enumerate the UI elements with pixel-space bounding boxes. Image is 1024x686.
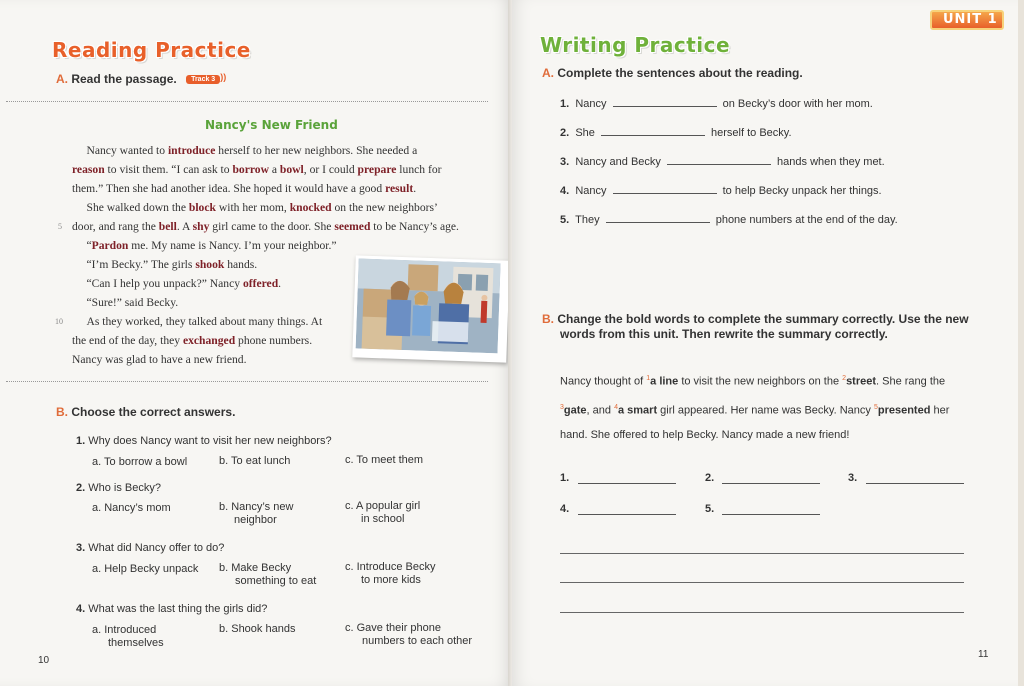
section-letter: B. — [56, 405, 68, 419]
passage-photo — [352, 255, 509, 362]
vocab-word: result — [385, 182, 414, 195]
answer-blank[interactable] — [601, 125, 705, 136]
section-a-heading — [56, 72, 226, 86]
passage-line: the end of the day, they exchanged phone numbers. — [72, 334, 313, 347]
vocab-word: knocked — [289, 201, 332, 214]
blank-number: 2 — [842, 375, 847, 382]
vocab-word: reason — [72, 163, 105, 176]
section-instruction: Choose the correct answers. — [71, 405, 236, 419]
section-instruction: Read the passage. — [71, 72, 177, 86]
page-number: 11 — [978, 649, 989, 660]
answer-line[interactable] — [722, 513, 820, 515]
vocab-word: offered — [242, 277, 279, 290]
audio-icon: )) — [220, 72, 227, 82]
summary-paragraph — [560, 366, 980, 448]
bold-word: street — [846, 375, 877, 388]
passage-line: She walked down the block with her mom, knocked on the new neighbors’ — [72, 201, 438, 214]
answer-label: 5. — [705, 503, 715, 515]
sentence-row: 1. Nancy on Becky’s door with her mom. — [560, 98, 873, 110]
answer-label: 4. — [560, 503, 570, 515]
bold-word: presented — [877, 404, 931, 417]
reading-practice-title: Reading Practice — [52, 38, 251, 62]
rewrite-line[interactable] — [560, 582, 964, 583]
answer-option[interactable]: c. Introduce Becky to more kids — [345, 561, 436, 586]
bold-word: a smart — [617, 404, 658, 417]
passage-line: “Pardon me. My name is Nancy. I’m your neighbor.” — [72, 239, 337, 252]
bold-word: a line — [650, 375, 679, 388]
passage-line: Nancy wanted to introduce herself to her new neighbors. She needed a — [72, 144, 418, 157]
answer-option[interactable]: a. Help Becky unpack — [92, 563, 199, 575]
answer-label: 1. — [560, 472, 570, 484]
rewrite-line[interactable] — [560, 612, 964, 613]
section-a-heading — [542, 66, 803, 80]
summary-line: hand. She offered to help Becky. Nancy made a new friend! — [560, 429, 850, 442]
answer-option[interactable]: a. To borrow a bowl — [92, 456, 188, 468]
bold-word: gate — [563, 404, 587, 417]
question-2: 2. Who is Becky? — [76, 482, 161, 494]
passage-line: them.” Then she had another idea. She hoped it would have a good result. — [72, 182, 417, 195]
answer-option[interactable]: a. Nancy’s mom — [92, 502, 171, 514]
blank-number: 4 — [614, 403, 618, 411]
section-letter: A. — [542, 66, 554, 80]
page-number: 10 — [38, 655, 50, 666]
question-1: 1. Why does Nancy want to visit her new neighbors? — [76, 435, 332, 447]
passage-line: “I’m Becky.” The girls shook hands. — [72, 258, 258, 271]
line-number: 5 — [58, 222, 62, 231]
question-4: 4. What was the last thing the girls did? — [76, 603, 268, 615]
unit-label: UNIT 1 — [943, 12, 998, 27]
passage-line: “Can I help you unpack?” Nancy offered. — [72, 277, 282, 290]
section-letter: A. — [56, 72, 68, 86]
summary-line: $^3$gate, and $^4$a smart girl appeared. Her name was Becky. Nancy $^5$presented her — [560, 403, 950, 417]
answer-option[interactable]: c. Gave their phone numbers to each other — [345, 622, 473, 647]
answer-option[interactable]: c. To meet them — [345, 454, 424, 466]
section-b-heading: B. Change the bold words to complete the summary correctly. Use the new words from this unit. Then rewrite the summary correctly. — [542, 312, 969, 341]
answer-blank[interactable] — [613, 183, 717, 194]
answer-option[interactable]: c. A popular girl in school — [345, 500, 421, 525]
passage-line: reason to visit them. “I can ask to borrow a bowl, or I could prepare lunch for — [72, 163, 442, 176]
answer-line[interactable] — [578, 513, 676, 515]
answer-option[interactable]: b. Nancy’s new neighbor — [219, 501, 294, 526]
vocab-word: bowl — [279, 163, 304, 176]
answer-blank[interactable] — [606, 212, 710, 223]
vocab-word: Pardon — [91, 239, 129, 252]
sentence-row: 3. Nancy and Becky hands when they met. — [560, 156, 885, 168]
answer-label: 2. — [705, 472, 715, 484]
answer-blank[interactable] — [667, 154, 771, 165]
passage-top-divider — [6, 101, 488, 102]
answer-line[interactable] — [866, 482, 964, 484]
answer-line[interactable] — [578, 482, 676, 484]
answer-blank[interactable] — [613, 96, 717, 107]
vocab-word: shy — [192, 220, 210, 233]
passage-line: Nancy was glad to have a new friend. — [72, 353, 247, 366]
sentence-row: 2. She herself to Becky. — [560, 127, 792, 139]
blank-number: 3 — [560, 403, 564, 411]
vocab-word: exchanged — [182, 334, 236, 347]
blank-number: 5 — [873, 403, 878, 411]
vocab-word: seemed — [334, 220, 371, 233]
passage-line: door, and rang the bell. A shy girl came to the door. She seemed to be Nancy’s age. — [72, 220, 459, 233]
right-page — [512, 0, 1024, 686]
sentence-row: 4. Nancy to help Becky unpack her things. — [560, 185, 882, 197]
answer-option[interactable]: a. Introduced themselves — [92, 624, 164, 649]
summary-line: Nancy thought of $^1$a line to visit the new neighbors on the $^2$street. She rang the — [560, 375, 946, 388]
vocab-word: prepare — [357, 163, 397, 176]
unit-badge — [930, 4, 1004, 34]
passage-bottom-divider — [6, 381, 488, 382]
answer-line[interactable] — [722, 482, 820, 484]
vocab-word: shook — [195, 258, 225, 271]
answer-option[interactable]: b. To eat lunch — [219, 455, 291, 467]
question-3: 3. What did Nancy offer to do? — [76, 542, 225, 554]
sentence-row: 5. They phone numbers at the end of the day. — [560, 214, 898, 226]
answer-option[interactable]: b. Make Becky something to eat — [219, 562, 317, 587]
blank-number: 1 — [646, 375, 651, 382]
vocab-word: block — [188, 201, 216, 214]
vocab-word: bell — [158, 220, 177, 233]
vocab-word: introduce — [167, 144, 216, 157]
passage-line: As they worked, they talked about many things. At — [72, 315, 323, 328]
audio-track-button[interactable]: Track 3 — [186, 75, 220, 84]
story-title: Nancy's New Friend — [205, 118, 338, 132]
section-instruction: Complete the sentences about the reading. — [557, 66, 803, 80]
writing-practice-title: Writing Practice — [540, 33, 731, 57]
answer-label: 3. — [848, 472, 858, 484]
passage-line: “Sure!” said Becky. — [72, 296, 179, 309]
line-number: 10 — [55, 317, 63, 326]
section-letter: B. — [542, 312, 554, 326]
vocab-word: borrow — [232, 163, 269, 176]
answer-option[interactable]: b. Shook hands — [219, 623, 296, 635]
section-b-heading — [56, 405, 235, 419]
rewrite-line[interactable] — [560, 553, 964, 554]
